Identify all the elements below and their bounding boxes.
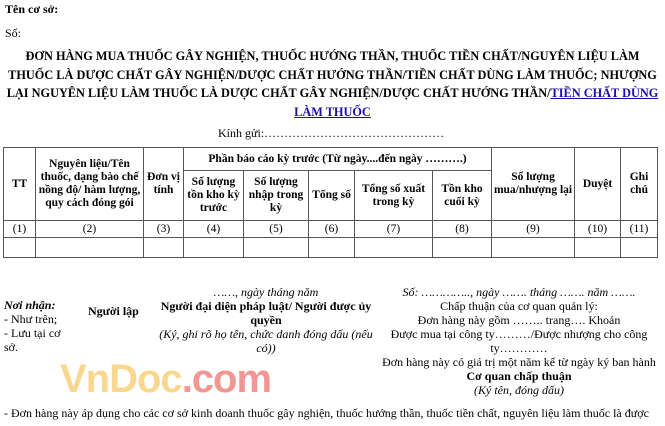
facility-label: Tên cơ sở: — [5, 2, 59, 16]
cell[interactable] — [621, 238, 658, 258]
cell[interactable] — [244, 238, 309, 258]
col-num: (7) — [355, 221, 433, 238]
title-link[interactable]: TIỀN CHẤT DÙNG LÀM THUỐC — [294, 86, 659, 119]
approval-company: Được mua tại công ty………/Được nhượng cho công ty………… — [390, 327, 648, 355]
header-total: Tổng số — [309, 171, 355, 221]
approval-sign: (Ký tên, đóng dấu) — [474, 383, 564, 397]
watermark-part2: .com — [181, 357, 272, 401]
recipient-item: - Như trên; — [4, 312, 58, 326]
recipients-label: Nơi nhận: — [4, 298, 56, 312]
col-num: (11) — [621, 221, 658, 238]
order-table — [3, 147, 658, 258]
representative-note: (Ký, ghi rõ họ tên, chức danh đóng dấu (nếu có)) — [159, 327, 373, 355]
watermark-part1: VnDoc — [60, 357, 182, 401]
column-number-row — [4, 221, 658, 238]
preparer-label: Người lập — [88, 304, 139, 318]
approval-block — [378, 285, 660, 397]
cell[interactable] — [355, 238, 433, 258]
representative-block — [155, 285, 377, 355]
header-report-group: Phần báo cáo kỳ trước (Từ ngày....đến ngày ……….) — [184, 148, 492, 171]
col-num: (2) — [36, 221, 144, 238]
number-label: Số: — [5, 26, 22, 40]
representative-title: Người đại diện pháp luật/ Người được ủy quyền — [160, 299, 372, 327]
col-num: (6) — [309, 221, 355, 238]
date-line: ……, ngày tháng năm — [213, 285, 319, 299]
header-note: Ghi chú — [621, 148, 658, 221]
cell[interactable] — [4, 238, 36, 258]
header-quantity: Số lượng mua/nhượng lại — [492, 148, 575, 221]
col-num: (1) — [4, 221, 36, 238]
cell[interactable] — [184, 238, 244, 258]
col-num: (10) — [575, 221, 621, 238]
col-num: (5) — [244, 221, 309, 238]
recipients-block — [4, 298, 66, 354]
cell[interactable] — [575, 238, 621, 258]
recipient-item: - Lưu tại cơ sở. — [4, 326, 61, 354]
approval-validity: Đơn hàng này có giá trị một năm kể từ ngày ký ban hành — [382, 355, 656, 369]
approval-number: Số: ………….., ngày ……. tháng ……. năm ……. — [402, 285, 636, 299]
document-title — [2, 47, 663, 121]
col-num: (8) — [433, 221, 492, 238]
header-unit: Đơn vị tính — [144, 148, 184, 221]
col-num: (4) — [184, 221, 244, 238]
watermark-logo — [60, 357, 271, 401]
cell[interactable] — [309, 238, 355, 258]
header-opening: Số lượng tồn kho kỳ trước — [184, 171, 244, 221]
approval-pages: Đơn hàng này gồm …….. trang…. Khoản — [417, 313, 621, 327]
header-tt: TT — [4, 148, 36, 221]
cell[interactable] — [492, 238, 575, 258]
approval-title: Chấp thuận của cơ quan quản lý: — [440, 299, 598, 313]
cell[interactable] — [433, 238, 492, 258]
header-imported: Số lượng nhập trong kỳ — [244, 171, 309, 221]
header-closing: Tồn kho cuối kỳ — [433, 171, 492, 221]
header-approved: Duyệt — [575, 148, 621, 221]
recipient-line: Kính gửi:……………………………………… — [218, 126, 445, 140]
title-text: ĐƠN HÀNG MUA THUỐC GÂY NGHIỆN, THUỐC HƯỚNG THẦN, THUỐC TIỀN CHẤT/NGUYÊN LIỆU LÀM THUỐC LÀ DƯỢC CHẤT GÂY NGHIỆN/DƯỢC CHẤT HƯỚNG THẦN/TIỀN CHẤT DÙNG LÀM THUỐC; NHƯỢNG LẠI NGUYÊN LIỆU LÀM THUỐC LÀ DƯỢC CHẤT GÂY NGHIỆN/DƯỢC CHẤT HƯỚNG THẦN/ — [6, 49, 657, 100]
header-name: Nguyên liệu/Tên thuốc, dạng bào chế nồng độ/ hàm lượng, quy cách đóng gói — [36, 148, 144, 221]
cell[interactable] — [36, 238, 144, 258]
table-row — [4, 238, 658, 258]
header-exported: Tổng số xuất trong kỳ — [355, 171, 433, 221]
col-num: (9) — [492, 221, 575, 238]
footnote: - Đơn hàng này áp dụng cho các cơ sở kinh doanh thuốc gây nghiện, thuốc hướng thần, thuốc tiền chất, nguyên liệu làm thuốc là được — [4, 406, 649, 420]
approval-agency: Cơ quan chấp thuận — [466, 369, 572, 383]
cell[interactable] — [144, 238, 184, 258]
col-num: (3) — [144, 221, 184, 238]
